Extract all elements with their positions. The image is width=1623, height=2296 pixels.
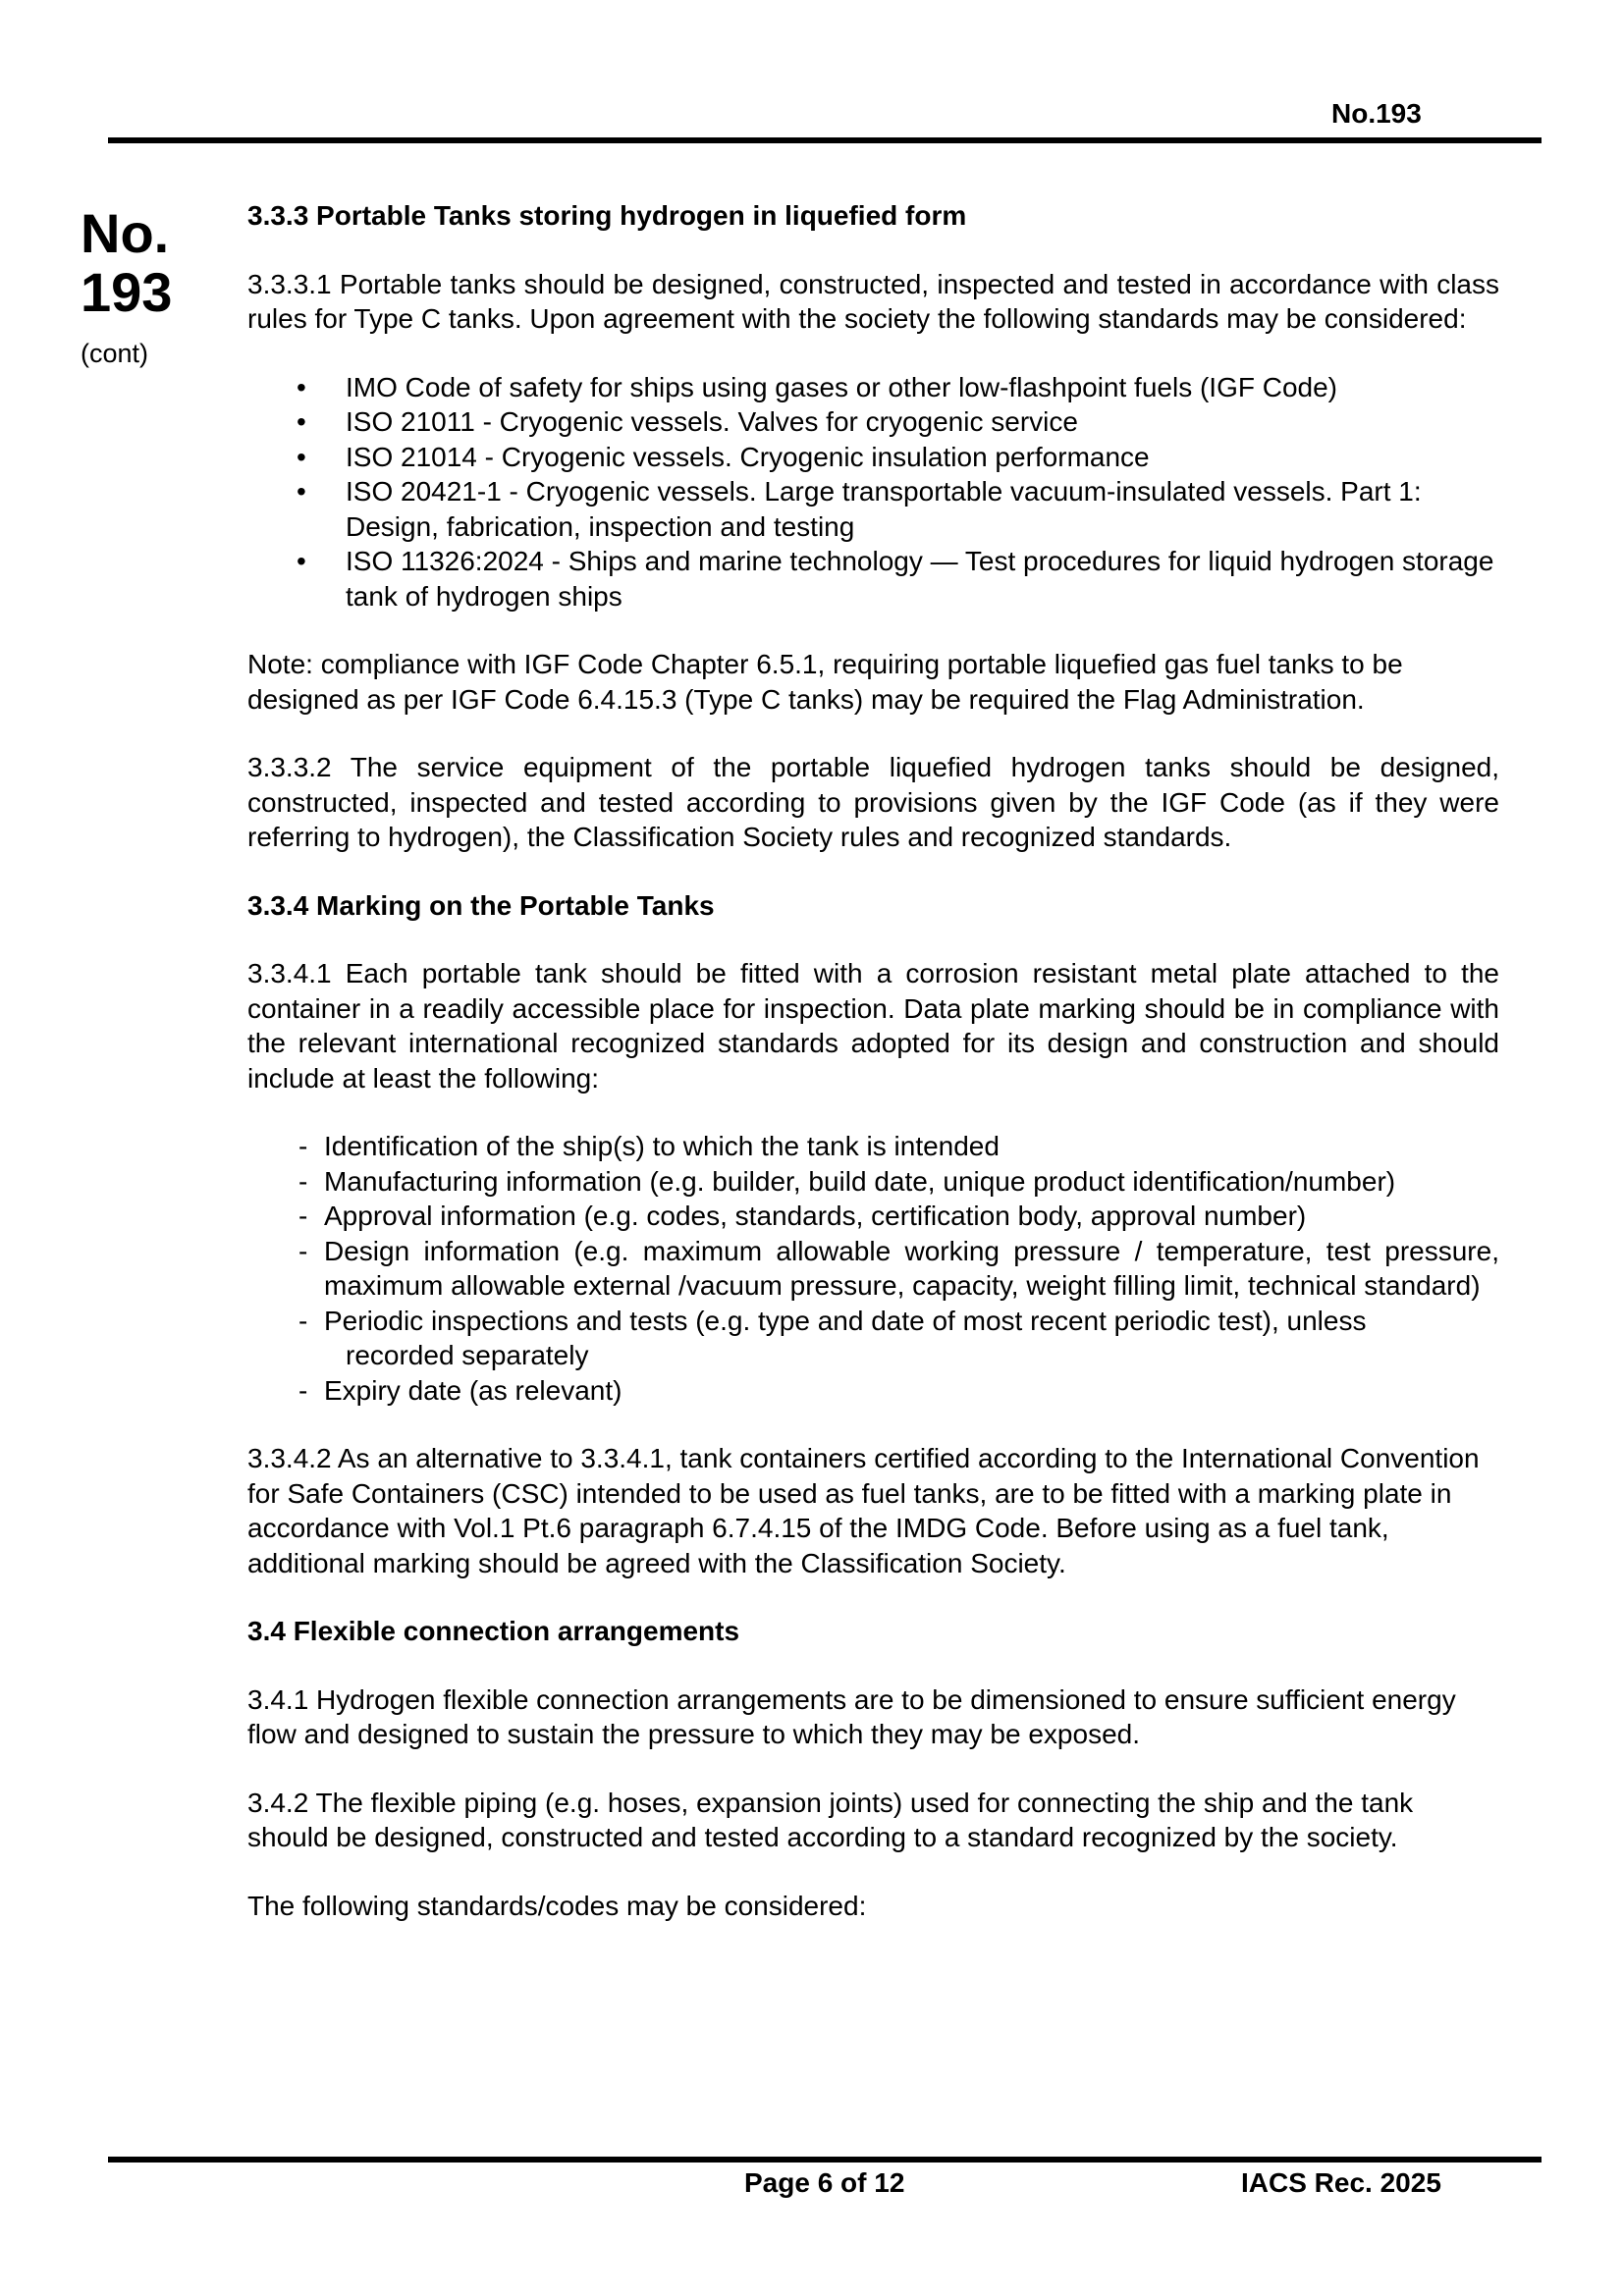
header-document-number: No.193: [1331, 98, 1422, 129]
document-body: [247, 198, 1499, 1956]
list-item: • ISO 21014 - Cryogenic vessels. Cryogenic insulation performance: [247, 440, 1499, 475]
marking-list: [247, 1129, 1499, 1408]
list-item: - Design information (e.g. maximum allowable working pressure / temperature, test pressure, maximum allowable external /vacuum pressure, capacity, weight filling limit, technical standard): [247, 1234, 1499, 1304]
side-document-label: [81, 204, 179, 323]
heading-3-3-4: 3.3.4 Marking on the Portable Tanks: [247, 889, 715, 921]
list-item: • ISO 20421-1 - Cryogenic vessels. Large transportable vacuum-insulated vessels. Part 1: Design, fabrication, inspection and testing: [247, 474, 1499, 544]
footer-rule: [108, 2157, 1542, 2163]
paragraph-3-4-2: 3.4.2 The flexible piping (e.g. hoses, expansion joints) used for connecting the ship and the tank should be designed, constructed and tested according to a standard recognized by the society.: [247, 1787, 1414, 1852]
side-number: 193: [81, 261, 173, 324]
list-item-text: Periodic inspections and tests (e.g. type and date of most recent periodic test), unless: [324, 1305, 1367, 1336]
list-item: • IMO Code of safety for ships using gases or other low-flashpoint fuels (IGF Code): [247, 370, 1499, 405]
list-item: [247, 1304, 1499, 1373]
side-cont-label: (cont): [81, 339, 149, 368]
paragraph-3-3-3-1: 3.3.3.1 Portable tanks should be designed, constructed, inspected and tested in accordance with class rules for Type C tanks. Upon agreement with the society the following standards may be considered:: [247, 268, 1499, 334]
list-item-continuation: recorded separately: [346, 1340, 589, 1370]
list-item: - Expiry date (as relevant): [247, 1373, 1499, 1409]
note-paragraph: Note: compliance with IGF Code Chapter 6.5.1, requiring portable liquefied gas fuel tanks to be designed as per IGF Code 6.4.15.3 (Type C tanks) may be required the Flag Administration.: [247, 649, 1403, 715]
paragraph-3-3-4-2: 3.3.4.2 As an alternative to 3.3.4.1, tank containers certified according to the International Convention for Safe Containers (CSC) intended to be used as fuel tanks, are to be fitted with a marking plate in accordance with Vol.1 Pt.6 paragraph 6.7.4.15 of the IMDG Code. Before using as a fuel tank, additional marking should be agreed with the Classification Society.: [247, 1443, 1480, 1578]
list-item: - Approval information (e.g. codes, standards, certification body, approval number): [247, 1199, 1499, 1234]
footer-rec-label: IACS Rec. 2025: [1241, 2167, 1441, 2198]
paragraph-3-3-4-1: 3.3.4.1 Each portable tank should be fitted with a corrosion resistant metal plate attached to the container in a readily accessible place for inspection. Data plate marking should be in compliance with the relevant international recognized standards adopted for its design and construction and should include at least the following:: [247, 958, 1499, 1094]
paragraph-following: The following standards/codes may be considered:: [247, 1890, 867, 1921]
standards-list: [247, 370, 1499, 614]
paragraph-3-3-3-2: 3.3.3.2 The service equipment of the portable liquefied hydrogen tanks should be designed, constructed, inspected and tested according to provisions given by the IGF Code (as if they were referring to hydrogen), the Classification Society rules and recognized standards.: [247, 752, 1499, 852]
paragraph-3-4-1: 3.4.1 Hydrogen flexible connection arrangements are to be dimensioned to ensure sufficient energy flow and designed to sustain the pressure to which they may be exposed.: [247, 1683, 1456, 1749]
heading-3-4: 3.4 Flexible connection arrangements: [247, 1616, 740, 1646]
heading-3-3-3: 3.3.3 Portable Tanks storing hydrogen in liquefied form: [247, 200, 967, 231]
list-item: • ISO 11326:2024 - Ships and marine technology — Test procedures for liquid hydrogen storage tank of hydrogen ships: [247, 544, 1499, 614]
side-no-label: No.: [81, 202, 170, 264]
header-rule: [108, 137, 1542, 143]
list-item: - Manufacturing information (e.g. builder, build date, unique product identification/number): [247, 1164, 1499, 1200]
footer-page-number: Page 6 of 12: [744, 2167, 905, 2198]
list-item: • ISO 21011 - Cryogenic vessels. Valves for cryogenic service: [247, 404, 1499, 440]
list-item: - Identification of the ship(s) to which the tank is intended: [247, 1129, 1499, 1164]
